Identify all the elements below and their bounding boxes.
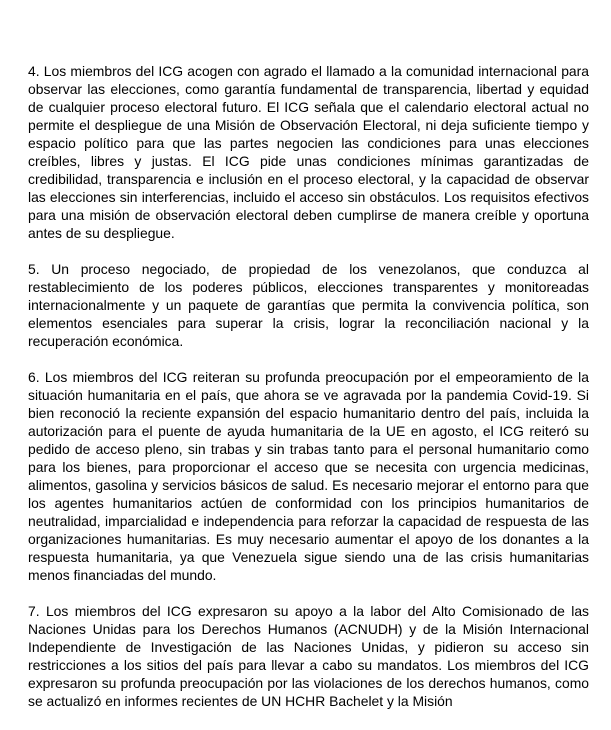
document-body — [28, 62, 589, 728]
paragraph-5: 5. Un proceso negociado, de propiedad de los venezolanos, que conduzca al restablecimiento de los poderes públicos, elecciones transparentes y monitoreadas internacionalmente y un paquete de garantías que permita la convivencia política, son elementos esenciales para superar la crisis, lograr la reconciliación nacional y la recuperación económica. — [28, 261, 589, 349]
paragraph-4: 4. Los miembros del ICG acogen con agrado el llamado a la comunidad internacional para observar las elecciones, como garantía fundamental de transparencia, libertad y equidad de cualquier proceso electoral futuro. El ICG señala que el calendario electoral actual no permite el despliegue de una Misión de Observación Electoral, ni deja suficiente tiempo y espacio político para que las partes negocien las condiciones para unas elecciones creíbles, libres y justas. El ICG pide unas condiciones mínimas garantizadas de credibilidad, transparencia e inclusión en el proceso electoral, y la capacidad de observar las elecciones sin interferencias, incluido el acceso sin obstáculos. Los requisitos efectivos para una misión de observación electoral deben cumplirse de manera creíble y oportuna antes de su despliegue. — [28, 63, 589, 241]
paragraph-7: 7. Los miembros del ICG expresaron su apoyo a la labor del Alto Comisionado de las Naciones Unidas para los Derechos Humanos (ACNUDH) y de la Misión Internacional Independiente de Investigación de las Naciones Unidas, y pidieron su acceso sin restricciones a los sitios del país para llevar a cabo su mandatos. Los miembros del ICG expresaron su profunda preocupación por las violaciones de los derechos humanos, como se actualizó en informes recientes de UN HCHR Bachelet y la Misión — [28, 603, 589, 709]
paragraph-6: 6. Los miembros del ICG reiteran su profunda preocupación por el empeoramiento de la situación humanitaria en el país, que ahora se ve agravada por la pandemia Covid-19. Si bien reconoció la reciente expansión del espacio humanitario dentro del país, incluida la autorización para el puente de ayuda humanitaria de la UE en agosto, el ICG reiteró su pedido de acceso pleno, sin trabas y sin trabas tanto para el personal humanitario como para los bienes, para proporcionar el acceso que se necesita con urgencia medicinas, alimentos, gasolina y servicios básicos de salud. Es necesario mejorar el entorno para que los agentes humanitarios actúen de conformidad con los principios humanitarios de neutralidad, imparcialidad e independencia para reforzar la capacidad de respuesta de las organizaciones humanitarias. Es muy necesario aumentar el apoyo de los donantes a la respuesta humanitaria, ya que Venezuela sigue siendo una de las crisis humanitarias menos financiadas del mundo. — [28, 369, 589, 583]
